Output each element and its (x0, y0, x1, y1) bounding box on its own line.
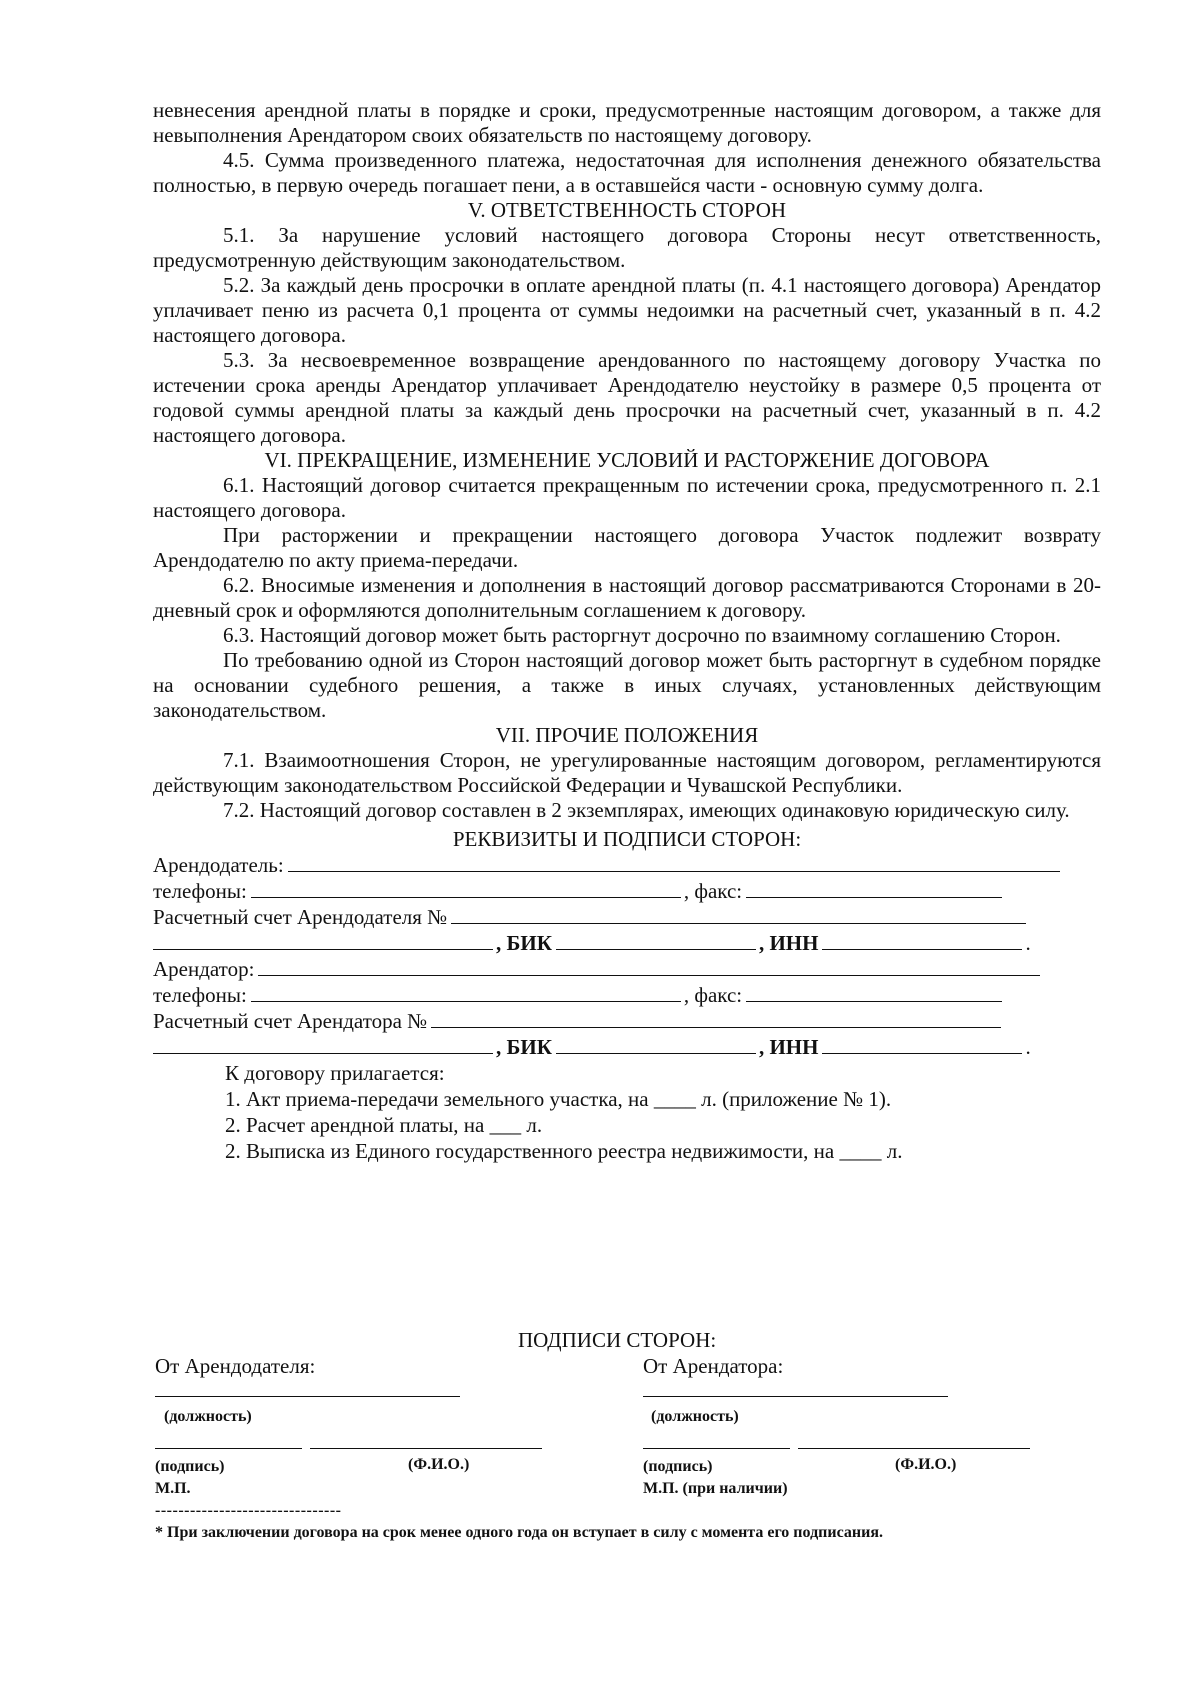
tenant-position-caption: (должность) (651, 1408, 739, 1425)
attachment-item-3: 2. Выписка из Единого государственного реестра недвижимости, на ____ л. (225, 1139, 903, 1163)
paragraph-6-3: 6.3. Настоящий договор может быть расторгнут досрочно по взаимному соглашению Сторон. (223, 623, 1061, 647)
paragraph-5-2: 5.2. За каждый день просрочки в оплате арендной платы (п. 4.1 настоящего договора) Арендатор уплачивает пеню из расчета 0,1 процента от суммы недоимки на расчетный счет, указанный в п. 4.2 настоящего договора. (153, 273, 1101, 347)
paragraph-6-2: 6.2. Вносимые изменения и дополнения в настоящий договор рассматриваются Сторонами в 20-дневный срок и оформляются дополнительным соглашением к договору. (153, 573, 1101, 622)
lessor-signature-line (155, 1448, 302, 1449)
paragraph-7-2: 7.2. Настоящий договор составлен в 2 экземплярах, имеющих одинаковую юридическую силу. (223, 798, 1070, 822)
tenant-inn-blank (822, 1034, 1022, 1054)
paragraph-5-3: 5.3. За несвоевременное возвращение арендованного по настоящему договору Участка по истечении срока аренды Арендатор уплачивает Арендодателю неустойку в размере 0,5 процента от годовой суммы арендной платы за каждый день просрочки на расчетный счет, указанный в п. 4.2 настоящего договора. (153, 348, 1101, 447)
lessor-fio-line (310, 1448, 542, 1449)
lessor-bank-row (153, 930, 1101, 956)
section-heading-5: V. ОТВЕТСТВЕННОСТЬ СТОРОН (467, 198, 787, 222)
from-lessor-label: От Арендодателя: (155, 1354, 316, 1378)
paragraph-4-5: 4.5. Сумма произведенного платежа, недостаточная для исполнения денежного обязательства полностью, в первую очередь погашает пени, а в оставшейся части - основную сумму долга. (153, 148, 1101, 197)
paragraph-continuation: невнесения арендной платы в порядке и сроки, предусмотренные настоящим договором, а также для невыполнения Арендатором своих обязательств по настоящему договору. (153, 98, 1101, 147)
tenant-name-blank (258, 956, 1040, 976)
lessor-account-cont-blank (153, 930, 493, 950)
lessor-account-row (153, 904, 1101, 930)
tenant-fax-label: , факс: (683, 983, 743, 1007)
lessor-bik-label: , БИК (496, 931, 552, 955)
tenant-phones-label: телефоны: (153, 983, 247, 1007)
tenant-fio-caption: (Ф.И.О.) (895, 1456, 957, 1473)
tenant-account-cont-blank (153, 1034, 493, 1054)
tenant-account-blank (431, 1008, 1001, 1028)
tenant-signature-line (643, 1448, 790, 1449)
tenant-account-row (153, 1008, 1101, 1034)
requisites-heading: РЕКВИЗИТЫ И ПОДПИСИ СТОРОН: (452, 827, 802, 851)
lessor-fio-caption: (Ф.И.О.) (408, 1456, 470, 1473)
section-heading-6: VI. ПРЕКРАЩЕНИЕ, ИЗМЕНЕНИЕ УСЛОВИЙ И РАСТОРЖЕНИЕ ДОГОВОРА (264, 448, 990, 472)
lessor-signature-caption: (подпись) (155, 1458, 225, 1475)
lessor-name-blank (288, 852, 1060, 872)
tenant-inn-label: , ИНН (758, 1035, 819, 1059)
tenant-label: Арендатор: (153, 957, 255, 981)
lessor-stamp-caption: М.П. (155, 1480, 191, 1497)
paragraph-6-1: 6.1. Настоящий договор считается прекращенным по истечении срока, предусмотренного п. 2.1 настоящего договора. (153, 473, 1101, 522)
section-heading-7: VII. ПРОЧИЕ ПОЛОЖЕНИЯ (495, 723, 759, 747)
paragraph-7-1: 7.1. Взаимоотношения Сторон, не урегулированные настоящим договором, регламентируются действующим законодательством Российской Федерации и Чувашской Республики. (153, 748, 1101, 797)
attachment-item-1: 1. Акт приема-передачи земельного участка, на ____ л. (приложение № 1). (225, 1087, 892, 1111)
paragraph-6-3b: По требованию одной из Сторон настоящий договор может быть расторгнут в судебном порядке на основании судебного решения, а также в иных случаях, установленных действующим законодательством. (153, 648, 1101, 722)
lessor-account-blank (451, 904, 1026, 924)
attachment-item-2: 2. Расчет арендной платы, на ___ л. (225, 1113, 543, 1137)
document-page (153, 98, 1101, 1164)
tenant-end-dot: . (1025, 1035, 1031, 1059)
tenant-bank-row (153, 1034, 1101, 1060)
paragraph-5-1: 5.1. За нарушение условий настоящего договора Стороны несут ответственность, предусмотренную действующим законодательством. (153, 223, 1101, 272)
attachments-title: К договору прилагается: (225, 1061, 445, 1085)
lessor-phones-blank (251, 878, 681, 898)
footnote-separator: -------------------------------- (155, 1502, 342, 1519)
footnote: * При заключении договора на срок менее одного года он вступает в силу с момента его подписания. (155, 1524, 883, 1541)
tenant-fax-blank (746, 982, 1002, 1002)
tenant-stamp-caption: М.П. (при наличии) (643, 1480, 788, 1497)
tenant-signature-caption: (подпись) (643, 1458, 713, 1475)
tenant-fio-line (798, 1448, 1030, 1449)
tenant-row (153, 956, 1101, 982)
lessor-phones-row (153, 878, 1101, 904)
tenant-account-label: Расчетный счет Арендатора № (153, 1009, 428, 1033)
lessor-position-line (155, 1396, 460, 1397)
lessor-phones-label: телефоны: (153, 879, 247, 903)
lessor-fax-label: , факс: (683, 879, 743, 903)
lessor-row (153, 852, 1101, 878)
attachments-block (153, 1060, 1101, 1164)
tenant-phones-row (153, 982, 1101, 1008)
lessor-bik-blank (556, 930, 756, 950)
tenant-position-line (643, 1396, 948, 1397)
lessor-label: Арендодатель: (153, 853, 284, 877)
signatures-heading: ПОДПИСИ СТОРОН: (518, 1328, 717, 1352)
lessor-position-caption: (должность) (164, 1408, 252, 1425)
tenant-bik-blank (556, 1034, 756, 1054)
paragraph-6-1b: При расторжении и прекращении настоящего договора Участок подлежит возврату Арендодателю по акту приема-передачи. (153, 523, 1101, 572)
from-tenant-label: От Арендатора: (643, 1354, 784, 1378)
lessor-inn-label: , ИНН (758, 931, 819, 955)
lessor-inn-blank (822, 930, 1022, 950)
lessor-end-dot: . (1025, 931, 1031, 955)
lessor-account-label: Расчетный счет Арендодателя № (153, 905, 448, 929)
lessor-fax-blank (746, 878, 1002, 898)
tenant-bik-label: , БИК (496, 1035, 552, 1059)
tenant-phones-blank (251, 982, 681, 1002)
